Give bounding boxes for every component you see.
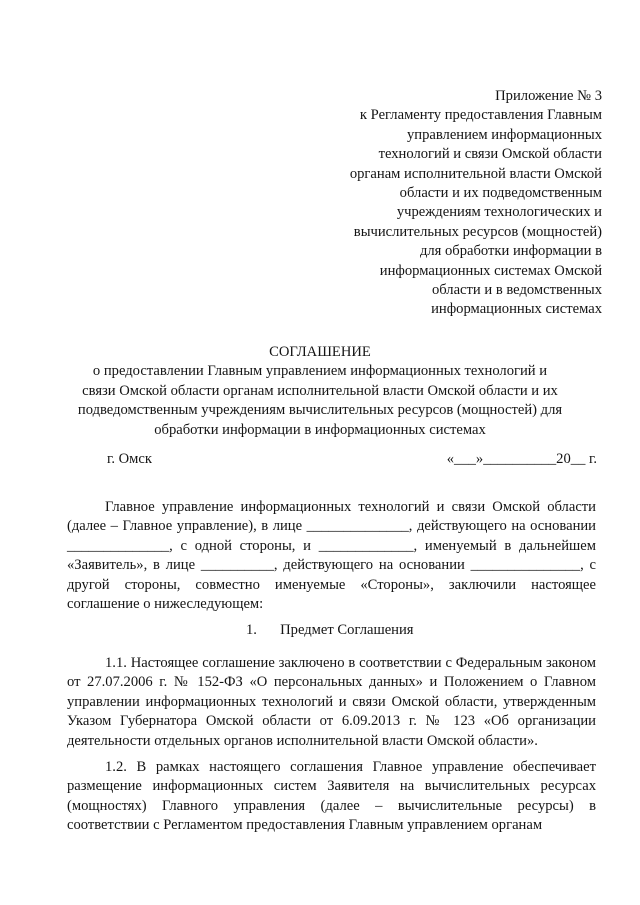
appendix-header <box>312 87 602 320</box>
appendix-line: технологий и связи Омской области <box>378 146 602 163</box>
paragraph-1-2: 1.2. В рамках настоящего соглашения Главное управление обеспечивает размещение информационных систем Заявителя на вычислительных ресурсах (мощностях) Главного управления (далее – вычислительные ресурсы) в соответствии с Регламентом предоставления Главным управлением органам <box>67 759 596 834</box>
subtitle-line: о предоставлении Главным управлением информационных технологий и <box>92 363 548 380</box>
document-title-block <box>60 343 580 440</box>
appendix-line: информационных системах Омской <box>379 262 602 279</box>
intro-text: , именуемый в дальнейшем «Заявитель», в лице <box>67 537 596 574</box>
paragraph-1-1: 1.1. Настоящее соглашение заключено в соответствии с Федеральным законом от 27.07.2006 г. № 152-ФЗ «О персональных данных» и Положением о Главном управлении информационных технологий и связи Омской области, утвержденным Указом Губернатора Омской области от 6.09.2013 г. № 123 «Об организации деятельности отдельных органов исполнительной власти Омской области». <box>67 655 596 749</box>
blank-field: ______________ <box>67 537 170 554</box>
appendix-line: области и в ведомственных <box>431 282 602 299</box>
subtitle-line: подведомственным учреждениям вычислительных ресурсов (мощностей) для <box>77 402 563 419</box>
intro-text: , с другой стороны, совместно именуемые «Стороны», заключили настоящее соглашение о нижеследующем: <box>67 557 596 613</box>
appendix-line: области и их подведомственным <box>399 185 602 202</box>
section-title: Предмет Соглашения <box>280 622 414 638</box>
blank-field: ______________ <box>306 518 409 535</box>
blank-field: __________ <box>200 557 274 574</box>
place-date-row <box>107 450 597 469</box>
intro-text: , действующего на основании <box>408 518 596 535</box>
section-heading <box>0 621 640 640</box>
intro-text: , действующего на основании <box>273 557 471 574</box>
appendix-line: вычислительных ресурсов (мощностей) <box>353 223 602 240</box>
appendix-line: для обработки информации в <box>419 243 602 260</box>
intro-text: Главное управление информационных технологий и связи Омской области (далее – Главное управление), в лице <box>67 499 596 535</box>
appendix-line: органам исполнительной власти Омской <box>349 165 602 182</box>
appendix-line: учреждениям технологических и <box>396 204 602 221</box>
blank-field: _______________ <box>470 557 581 574</box>
place: г. Омск <box>107 451 152 467</box>
section-number: 1. <box>246 622 257 638</box>
appendix-line: информационных системах <box>431 301 602 318</box>
subtitle-line: связи Омской области органам исполнительной власти Омской области и их <box>82 382 558 399</box>
appendix-line: Приложение № 3 <box>495 88 602 104</box>
appendix-line: к Регламенту предоставления Главным <box>359 107 602 124</box>
document-title: СОГЛАШЕНИЕ <box>269 344 371 360</box>
blank-field: _____________ <box>318 537 414 554</box>
subtitle-line: обработки информации в информационных системах <box>154 421 486 438</box>
date-line: «___»__________20__ г. <box>446 451 597 467</box>
appendix-line: управлением информационных <box>406 126 602 143</box>
intro-paragraph <box>67 498 596 614</box>
intro-text: , с одной стороны, и <box>169 537 319 554</box>
